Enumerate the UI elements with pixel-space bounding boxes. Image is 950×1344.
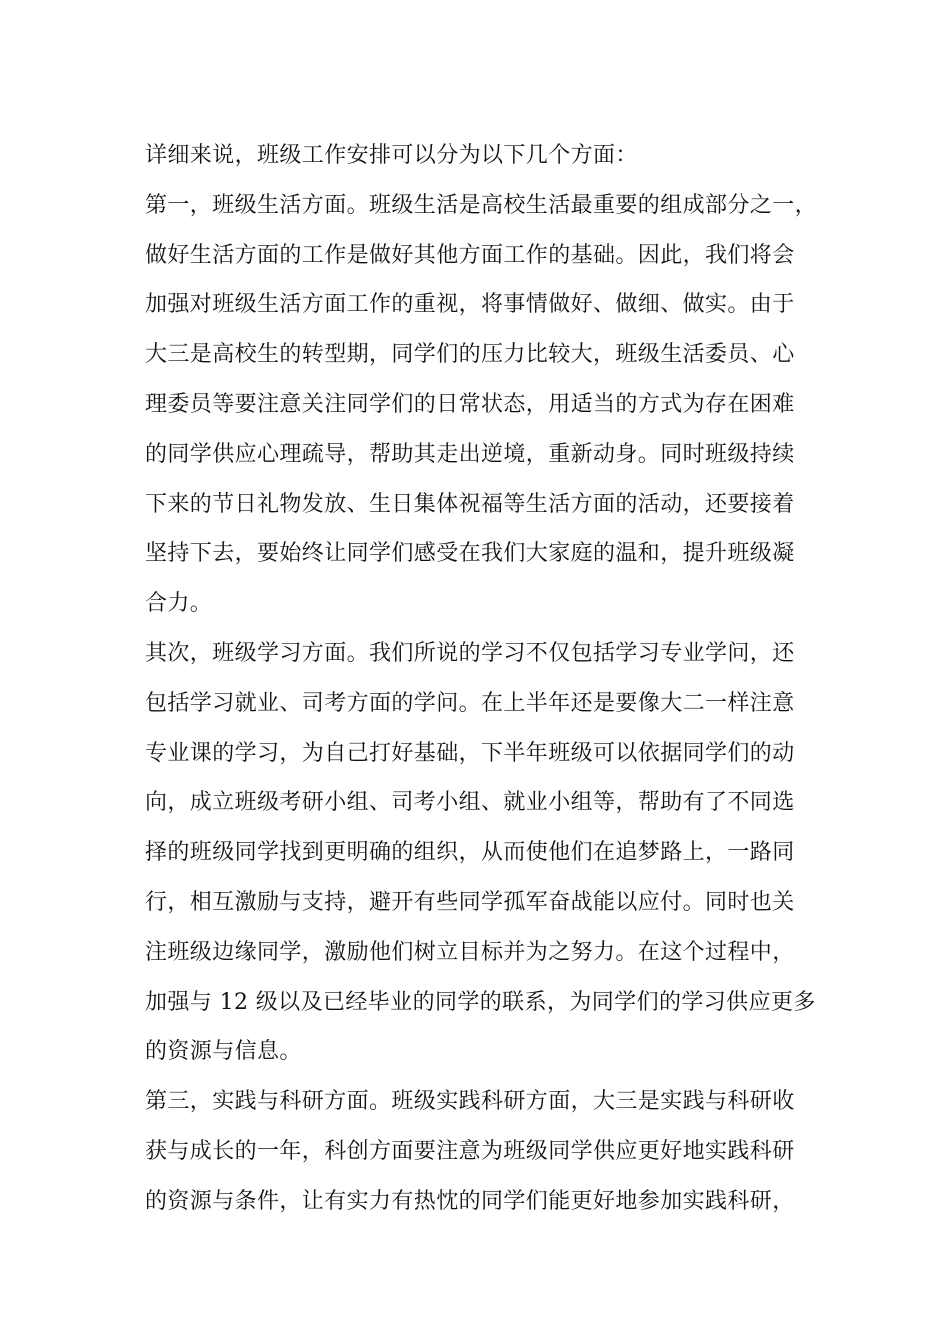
text-line: 行，相互激励与支持，避开有些同学孤军奋战能以应付。同时也关 bbox=[145, 889, 795, 915]
text-line: 理委员等要注意关注同学们的日常状态，用适当的方式为存在困难 bbox=[145, 391, 795, 417]
text-line: 加强与 12 级以及已经毕业的同学的联系，为同学们的学习供应更多 bbox=[145, 989, 816, 1015]
text-line: 大三是高校生的转型期，同学们的压力比较大，班级生活委员、心 bbox=[145, 342, 795, 368]
text-line: 专业课的学习，为自己打好基础，下半年班级可以依据同学们的动 bbox=[145, 740, 795, 766]
text-line: 注班级边缘同学，激励他们树立目标并为之努力。在这个过程中， bbox=[145, 939, 795, 965]
text-line: 加强对班级生活方面工作的重视，将事情做好、做细、做实。由于 bbox=[145, 292, 795, 318]
text-line: 第一，班级生活方面。班级生活是高校生活最重要的组成部分之一， bbox=[145, 192, 818, 218]
text-line: 合力。 bbox=[145, 591, 213, 617]
text-line: 坚持下去，要始终让同学们感受在我们大家庭的温和，提升班级凝 bbox=[145, 541, 795, 567]
text-line: 下来的节日礼物发放、生日集体祝福等生活方面的活动，还要接着 bbox=[145, 491, 795, 517]
body-text bbox=[145, 131, 835, 1227]
text-line: 包括学习就业、司考方面的学问。在上半年还是要像大二一样注意 bbox=[145, 690, 795, 716]
text-line: 向，成立班级考研小组、司考小组、就业小组等，帮助有了不同选 bbox=[145, 790, 795, 816]
text-line: 的资源与条件，让有实力有热忱的同学们能更好地参加实践科研， bbox=[145, 1188, 795, 1214]
text-line: 的资源与信息。 bbox=[145, 1039, 302, 1065]
text-line: 详细来说，班级工作安排可以分为以下几个方面： bbox=[145, 143, 638, 168]
text-line: 获与成长的一年，科创方面要注意为班级同学供应更好地实践科研 bbox=[145, 1138, 795, 1164]
text-line: 其次，班级学习方面。我们所说的学习不仅包括学习专业学问，还 bbox=[145, 640, 795, 666]
text-line: 的同学供应心理疏导，帮助其走出逆境，重新动身。同时班级持续 bbox=[145, 441, 795, 467]
text-line: 第三，实践与科研方面。班级实践科研方面，大三是实践与科研收 bbox=[145, 1089, 795, 1115]
text-line: 择的班级同学找到更明确的组织，从而使他们在追梦路上，一路同 bbox=[145, 840, 795, 866]
text-line: 做好生活方面的工作是做好其他方面工作的基础。因此，我们将会 bbox=[145, 242, 795, 268]
